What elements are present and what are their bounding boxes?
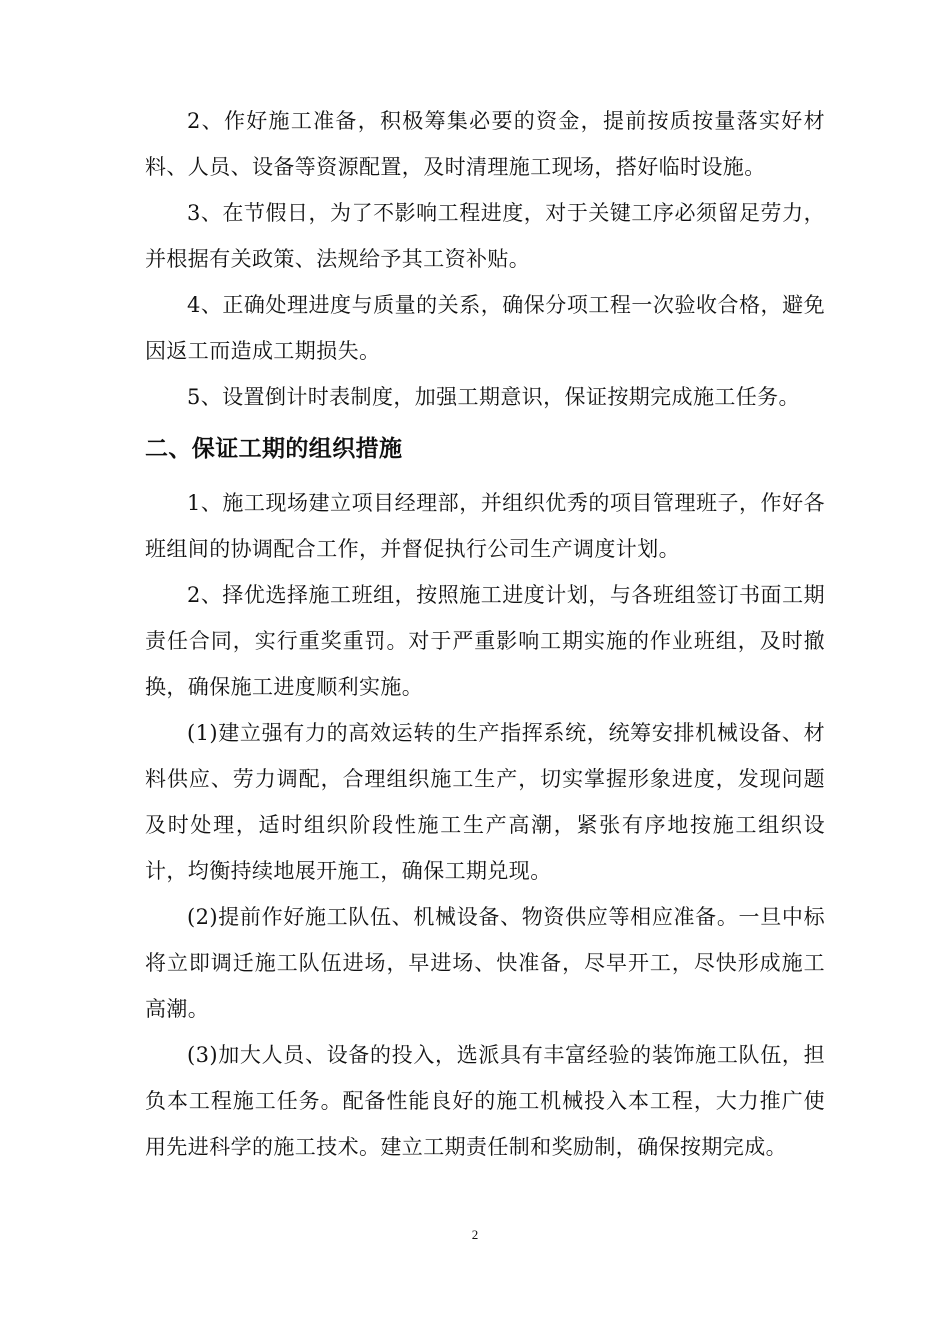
paragraph-command-system: (1)建立强有力的高效运转的生产指挥系统，统筹安排机械设备、材料供应、劳力调配，合理组织施工生产，切实掌握形象进度，发现问题及时处理，适时组织阶段性施工生产高潮，紧张有序地按施工组织设计，均衡持续地展开施工，确保工期兑现。 xyxy=(145,721,825,883)
paragraph-team-selection: 2、择优选择施工班组，按照施工进度计划，与各班组签订书面工期责任合同，实行重奖重罚。对于严重影响工期实施的作业班组，及时撤换，确保施工进度顺利实施。 xyxy=(145,583,825,699)
paragraph-quality-progress: 4、正确处理进度与质量的关系，确保分项工程一次验收合格，避免因返工而造成工期损失。 xyxy=(145,293,825,363)
paragraph-holiday-labor: 3、在节假日，为了不影响工程进度，对于关键工序必须留足劳力，并根据有关政策、法规给予其工资补贴。 xyxy=(145,201,825,271)
page-number: 2 xyxy=(471,1227,479,1242)
paragraph-project-department: 1、施工现场建立项目经理部，并组织优秀的项目管理班子，作好各班组间的协调配合工作，并督促执行公司生产调度计划。 xyxy=(145,491,825,561)
paragraph-prep-work: 2、作好施工准备，积极筹集必要的资金，提前按质按量落实好材料、人员、设备等资源配置，及时清理施工现场，搭好临时设施。 xyxy=(145,109,825,179)
paragraph-increase-investment: (3)加大人员、设备的投入，选派具有丰富经验的装饰施工队伍，担负本工程施工任务。配备性能良好的施工机械投入本工程，大力推广使用先进科学的施工技术。建立工期责任制和奖励制，确保按期完成。 xyxy=(145,1043,825,1159)
page-content xyxy=(145,98,825,1170)
paragraph-advance-preparation: (2)提前作好施工队伍、机械设备、物资供应等相应准备。一旦中标将立即调迁施工队伍进场，早进场、快准备，尽早开工，尽快形成施工高潮。 xyxy=(145,905,825,1021)
section-heading-organization-measures: 二、保证工期的组织措施 xyxy=(145,435,403,462)
paragraph-countdown-system: 5、设置倒计时表制度，加强工期意识，保证按期完成施工任务。 xyxy=(187,385,800,409)
